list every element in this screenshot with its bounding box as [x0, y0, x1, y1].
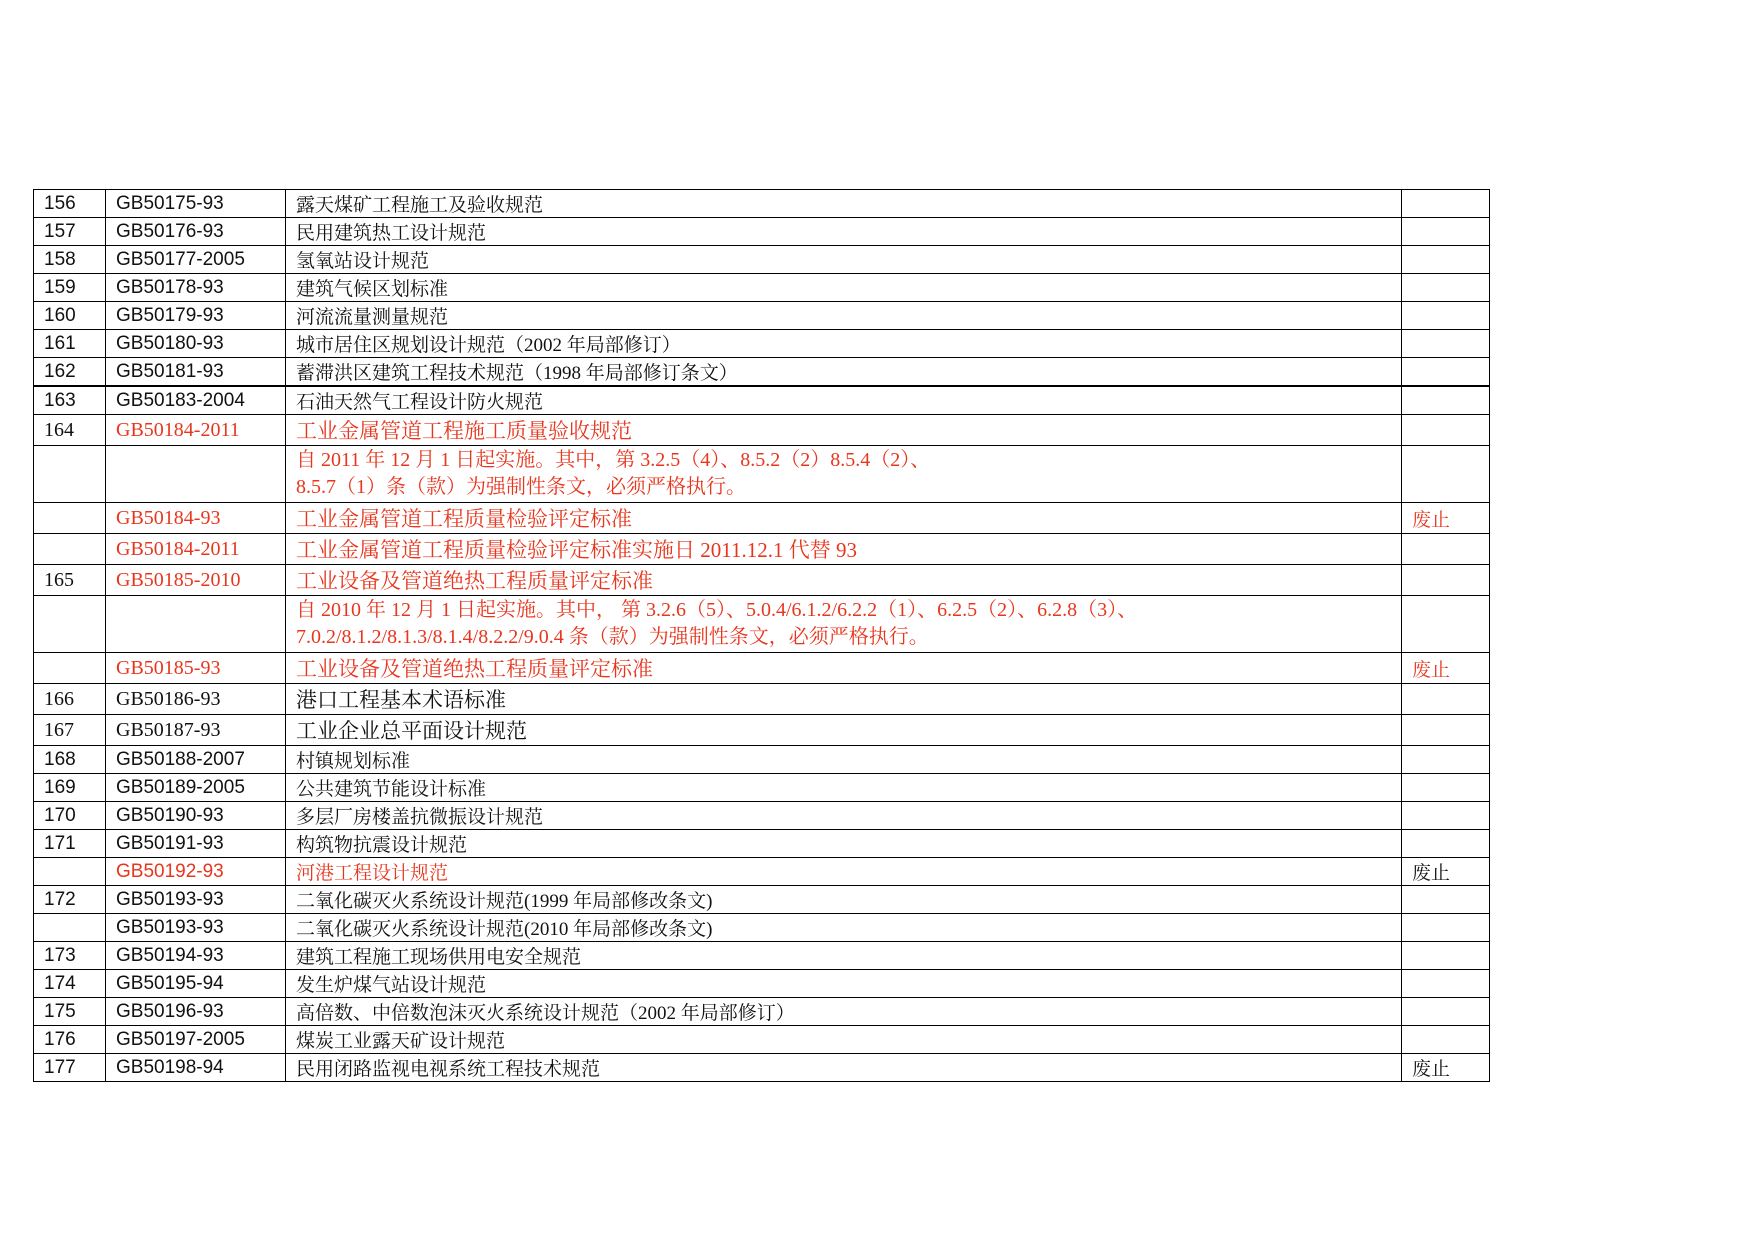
row-number: [34, 914, 106, 942]
row-number: 160: [34, 302, 106, 330]
note-code-cell: [106, 596, 286, 653]
row-number: [34, 503, 106, 534]
table-row: [34, 534, 1490, 565]
standard-title: 高倍数、中倍数泡沫灭火系统设计规范（2002 年局部修订）: [286, 998, 1402, 1026]
row-number: 159: [34, 274, 106, 302]
note-number-cell: [34, 446, 106, 503]
standard-code: GB50188-2007: [106, 746, 286, 774]
standard-code: GB50175-93: [106, 190, 286, 218]
table-row: [34, 302, 1490, 330]
standards-table-sheet: [33, 189, 1489, 1082]
table-row: [34, 970, 1490, 998]
standard-code: GB50192-93: [106, 858, 286, 886]
standard-code: GB50198-94: [106, 1054, 286, 1082]
standard-code: GB50191-93: [106, 830, 286, 858]
standard-status: 废止: [1402, 858, 1490, 886]
row-number: 167: [34, 715, 106, 746]
table-row: [34, 190, 1490, 218]
standard-code: GB50197-2005: [106, 1026, 286, 1054]
standard-code: GB50190-93: [106, 802, 286, 830]
standard-status: [1402, 942, 1490, 970]
table-row: [34, 830, 1490, 858]
standard-title: 氢氧站设计规范: [286, 246, 1402, 274]
standard-code: GB50193-93: [106, 914, 286, 942]
standard-title: 石油天然气工程设计防火规范: [286, 386, 1402, 415]
note-status-cell: [1402, 446, 1490, 503]
standard-status: [1402, 1026, 1490, 1054]
table-row: [34, 942, 1490, 970]
table-row: [34, 274, 1490, 302]
standard-code: GB50186-93: [106, 684, 286, 715]
row-number: 162: [34, 358, 106, 387]
enforcement-note: 自 2010 年 12 月 1 日起实施。其中， 第 3.2.6（5）、5.0.4/6.1.2/6.2.2（1）、6.2.5（2）、6.2.8（3）、 7.0.2/8.1.2/8.1.3/8.1.4/8.2.2/9.0.4 条（款）为强制性条文，必须严格执行。: [286, 596, 1402, 653]
standard-title: 构筑物抗震设计规范: [286, 830, 1402, 858]
standard-title: 工业金属管道工程质量检验评定标准实施日 2011.12.1 代替 93: [286, 534, 1402, 565]
standard-status: [1402, 415, 1490, 446]
note-row: [34, 596, 1490, 653]
standard-code: GB50183-2004: [106, 386, 286, 415]
table-row: [34, 358, 1490, 387]
standard-title: 露天煤矿工程施工及验收规范: [286, 190, 1402, 218]
row-number: [34, 653, 106, 684]
standard-status: [1402, 998, 1490, 1026]
row-number: 163: [34, 386, 106, 415]
table-row: [34, 330, 1490, 358]
row-number: 165: [34, 565, 106, 596]
standard-title: 多层厂房楼盖抗微振设计规范: [286, 802, 1402, 830]
table-row: [34, 746, 1490, 774]
table-row: [34, 218, 1490, 246]
standard-status: [1402, 190, 1490, 218]
standard-title: 民用建筑热工设计规范: [286, 218, 1402, 246]
row-number: 170: [34, 802, 106, 830]
standard-status: [1402, 746, 1490, 774]
standard-code: GB50184-2011: [106, 534, 286, 565]
standard-title: 工业设备及管道绝热工程质量评定标准: [286, 565, 1402, 596]
standard-status: [1402, 534, 1490, 565]
standard-title: 煤炭工业露天矿设计规范: [286, 1026, 1402, 1054]
table-row: [34, 1026, 1490, 1054]
note-row: [34, 446, 1490, 503]
standard-code: GB50195-94: [106, 970, 286, 998]
note-number-cell: [34, 596, 106, 653]
standard-title: 河港工程设计规范: [286, 858, 1402, 886]
standard-title: 二氧化碳灭火系统设计规范(2010 年局部修改条文): [286, 914, 1402, 942]
table-row: [34, 246, 1490, 274]
standard-status: [1402, 830, 1490, 858]
standard-title: 河流流量测量规范: [286, 302, 1402, 330]
standard-status: 废止: [1402, 653, 1490, 684]
standard-code: GB50185-93: [106, 653, 286, 684]
row-number: 174: [34, 970, 106, 998]
standard-title: 村镇规划标准: [286, 746, 1402, 774]
standard-code: GB50178-93: [106, 274, 286, 302]
standard-status: [1402, 246, 1490, 274]
table-row: [34, 914, 1490, 942]
standard-status: [1402, 886, 1490, 914]
row-number: 156: [34, 190, 106, 218]
standard-title: 民用闭路监视电视系统工程技术规范: [286, 1054, 1402, 1082]
table-row: [34, 715, 1490, 746]
standard-code: GB50181-93: [106, 358, 286, 387]
standard-title: 建筑气候区划标准: [286, 274, 1402, 302]
standard-code: GB50184-2011: [106, 415, 286, 446]
standard-title: 建筑工程施工现场供用电安全规范: [286, 942, 1402, 970]
standard-status: [1402, 802, 1490, 830]
enforcement-note: 自 2011 年 12 月 1 日起实施。其中，第 3.2.5（4）、8.5.2（2）8.5.4（2）、 8.5.7（1）条（款）为强制性条文，必须严格执行。: [286, 446, 1402, 503]
standards-table: [33, 189, 1490, 1082]
table-row: [34, 858, 1490, 886]
standard-code: GB50177-2005: [106, 246, 286, 274]
standard-title: 二氧化碳灭火系统设计规范(1999 年局部修改条文): [286, 886, 1402, 914]
row-number: 169: [34, 774, 106, 802]
standard-title: 工业金属管道工程质量检验评定标准: [286, 503, 1402, 534]
row-number: [34, 534, 106, 565]
standard-code: GB50193-93: [106, 886, 286, 914]
standard-code: GB50196-93: [106, 998, 286, 1026]
table-row: [34, 998, 1490, 1026]
standard-status: [1402, 302, 1490, 330]
table-row: [34, 565, 1490, 596]
row-number: 158: [34, 246, 106, 274]
standard-title: 工业企业总平面设计规范: [286, 715, 1402, 746]
row-number: 171: [34, 830, 106, 858]
table-row: [34, 386, 1490, 415]
standard-title: 城市居住区规划设计规范（2002 年局部修订）: [286, 330, 1402, 358]
row-number: 177: [34, 1054, 106, 1082]
standard-status: [1402, 565, 1490, 596]
standard-status: [1402, 218, 1490, 246]
standard-code: GB50189-2005: [106, 774, 286, 802]
row-number: 172: [34, 886, 106, 914]
row-number: 168: [34, 746, 106, 774]
note-status-cell: [1402, 596, 1490, 653]
standard-status: [1402, 774, 1490, 802]
row-number: 175: [34, 998, 106, 1026]
row-number: [34, 858, 106, 886]
row-number: 166: [34, 684, 106, 715]
standard-title: 公共建筑节能设计标准: [286, 774, 1402, 802]
table-row: [34, 503, 1490, 534]
row-number: 173: [34, 942, 106, 970]
standard-status: [1402, 274, 1490, 302]
row-number: 176: [34, 1026, 106, 1054]
standard-title: 蓄滞洪区建筑工程技术规范（1998 年局部修订条文）: [286, 358, 1402, 387]
table-row: [34, 774, 1490, 802]
table-row: [34, 415, 1490, 446]
standard-code: GB50194-93: [106, 942, 286, 970]
row-number: 157: [34, 218, 106, 246]
standard-status: [1402, 684, 1490, 715]
table-row: [34, 1054, 1490, 1082]
note-code-cell: [106, 446, 286, 503]
standard-status: [1402, 914, 1490, 942]
standard-code: GB50179-93: [106, 302, 286, 330]
table-row: [34, 886, 1490, 914]
standard-code: GB50184-93: [106, 503, 286, 534]
standards-table-body: [34, 190, 1490, 1082]
table-row: [34, 684, 1490, 715]
table-row: [34, 653, 1490, 684]
standard-status: [1402, 358, 1490, 387]
standard-title: 港口工程基本术语标准: [286, 684, 1402, 715]
standard-code: GB50185-2010: [106, 565, 286, 596]
row-number: 161: [34, 330, 106, 358]
standard-status: 废止: [1402, 503, 1490, 534]
table-row: [34, 802, 1490, 830]
standard-status: [1402, 386, 1490, 415]
standard-title: 发生炉煤气站设计规范: [286, 970, 1402, 998]
standard-status: [1402, 330, 1490, 358]
standard-code: GB50176-93: [106, 218, 286, 246]
standard-code: GB50180-93: [106, 330, 286, 358]
standard-code: GB50187-93: [106, 715, 286, 746]
row-number: 164: [34, 415, 106, 446]
standard-status: [1402, 970, 1490, 998]
standard-status: [1402, 715, 1490, 746]
standard-status: 废止: [1402, 1054, 1490, 1082]
standard-title: 工业设备及管道绝热工程质量评定标准: [286, 653, 1402, 684]
standard-title: 工业金属管道工程施工质量验收规范: [286, 415, 1402, 446]
